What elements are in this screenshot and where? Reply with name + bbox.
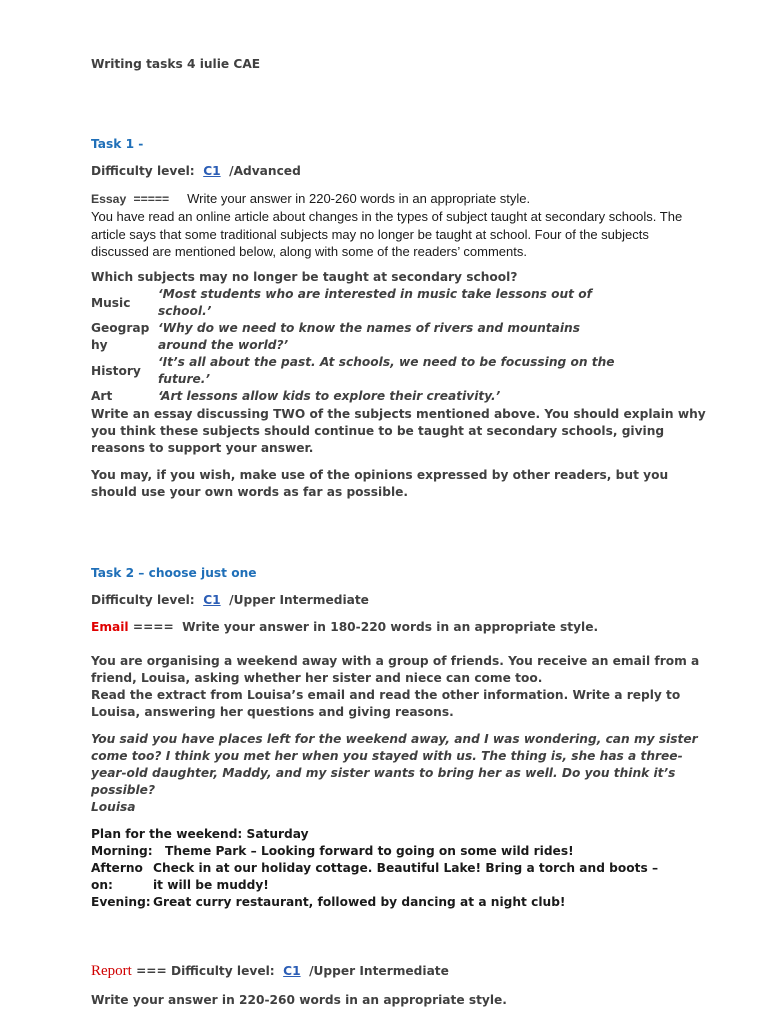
task1-note: You may, if you wish, make use of the opinions expressed by other readers, but you should use your own words as far as possible. [91, 468, 669, 499]
email-task-line [91, 619, 708, 636]
plan-label: Evening: [91, 895, 151, 909]
plan-label: Morning: [91, 844, 153, 858]
email-extract-text: You said you have places left for the weekend away, and I was wondering, can my sister come too? I think you met her when you stayed with us. The thing is, she has a three-year-old daughter, Maddy, and my sister wants to bring her as well. Do you think it’s possible? [91, 732, 698, 797]
email-instruction: ==== Write your answer in 180-220 words in an appropriate style. [128, 620, 599, 634]
task1-task-text: Write an essay discussing TWO of the subjects mentioned above. You should explain why you think these subjects should continue to be taught at secondary schools, giving reasons to support your answer. [91, 407, 706, 455]
email-label: Email [91, 620, 129, 634]
plan-title: Plan for the weekend: Saturday [91, 827, 309, 841]
level-link[interactable]: C1 [203, 593, 221, 607]
task-type: Essay [91, 192, 127, 206]
level-suffix: /Upper Intermediate [309, 964, 449, 978]
task1-heading: Task 1 - [91, 137, 144, 151]
scenario-text: You are organising a weekend away with a group of friends. You receive an email from a friend, Louisa, asking whether her sister and niece can come too. [91, 654, 700, 685]
subject-quote: ‘Art lessons allow kids to explore their creativity.’ [158, 389, 501, 403]
subject-label: History [91, 364, 141, 378]
task2-heading: Task 2 – choose just one [91, 566, 257, 580]
difficulty-prefix: Difficulty level: [91, 164, 195, 178]
subject-quote: ‘It’s all about the past. At schools, we need to be focussing on the future.’ [158, 355, 615, 386]
level-link[interactable]: C1 [283, 964, 301, 978]
level-suffix: /Advanced [229, 164, 301, 178]
plan-text: Theme Park – Looking forward to going on some wild rides! [165, 844, 574, 858]
subject-quote: ‘Most students who are interested in music take lessons out of school.’ [158, 287, 592, 318]
subject-label: Art [91, 389, 113, 403]
task2-difficulty [91, 592, 708, 609]
level-link[interactable]: C1 [203, 164, 221, 178]
report-label: Report [91, 963, 132, 979]
subject-label: Music [91, 296, 131, 310]
task-intro-text: You have read an online article about changes in the types of subject taught at secondary schools. The article says that some traditional subjects may no longer be taught at school. Four of the subjects discussed are mentioned below, along with some of the readers’ comments. [91, 209, 683, 259]
difficulty-prefix: Difficulty level: [170, 964, 275, 978]
plan-text: Great curry restaurant, followed by dancing at a night club! [153, 895, 566, 909]
plan-text: Check in at our holiday cottage. Beautiful Lake! Bring a torch and boots – it will be muddy! [153, 861, 659, 892]
email-extract [91, 731, 708, 816]
task-separator: ===== [133, 192, 170, 206]
plan-label: Afternoon: [91, 861, 143, 892]
task1-question: Which subjects may no longer be taught at secondary school? [91, 270, 518, 284]
subject-quote: ‘Why do we need to know the names of rivers and mountains around the world?’ [158, 321, 580, 352]
report-separator: === [131, 964, 171, 978]
subject-label: Geography [91, 321, 150, 352]
task1-difficulty [91, 163, 708, 180]
scenario-text: Read the extract from Louisa’s email and read the other information. Write a reply to Louisa, answering her questions and giving reasons. [91, 688, 681, 719]
document-title: Writing tasks 4 iulie CAE [91, 57, 261, 71]
difficulty-prefix: Difficulty level: [91, 593, 195, 607]
report-line [91, 963, 708, 980]
email-signoff: Louisa [91, 800, 136, 814]
report-instruction: Write your answer in 220-260 words in an appropriate style. [91, 993, 507, 1007]
task-instruction: Write your answer in 220-260 words in an appropriate style. [187, 191, 531, 206]
level-suffix: /Upper Intermediate [229, 593, 369, 607]
task2-scenario [91, 653, 708, 721]
task1-intro [91, 190, 708, 261]
